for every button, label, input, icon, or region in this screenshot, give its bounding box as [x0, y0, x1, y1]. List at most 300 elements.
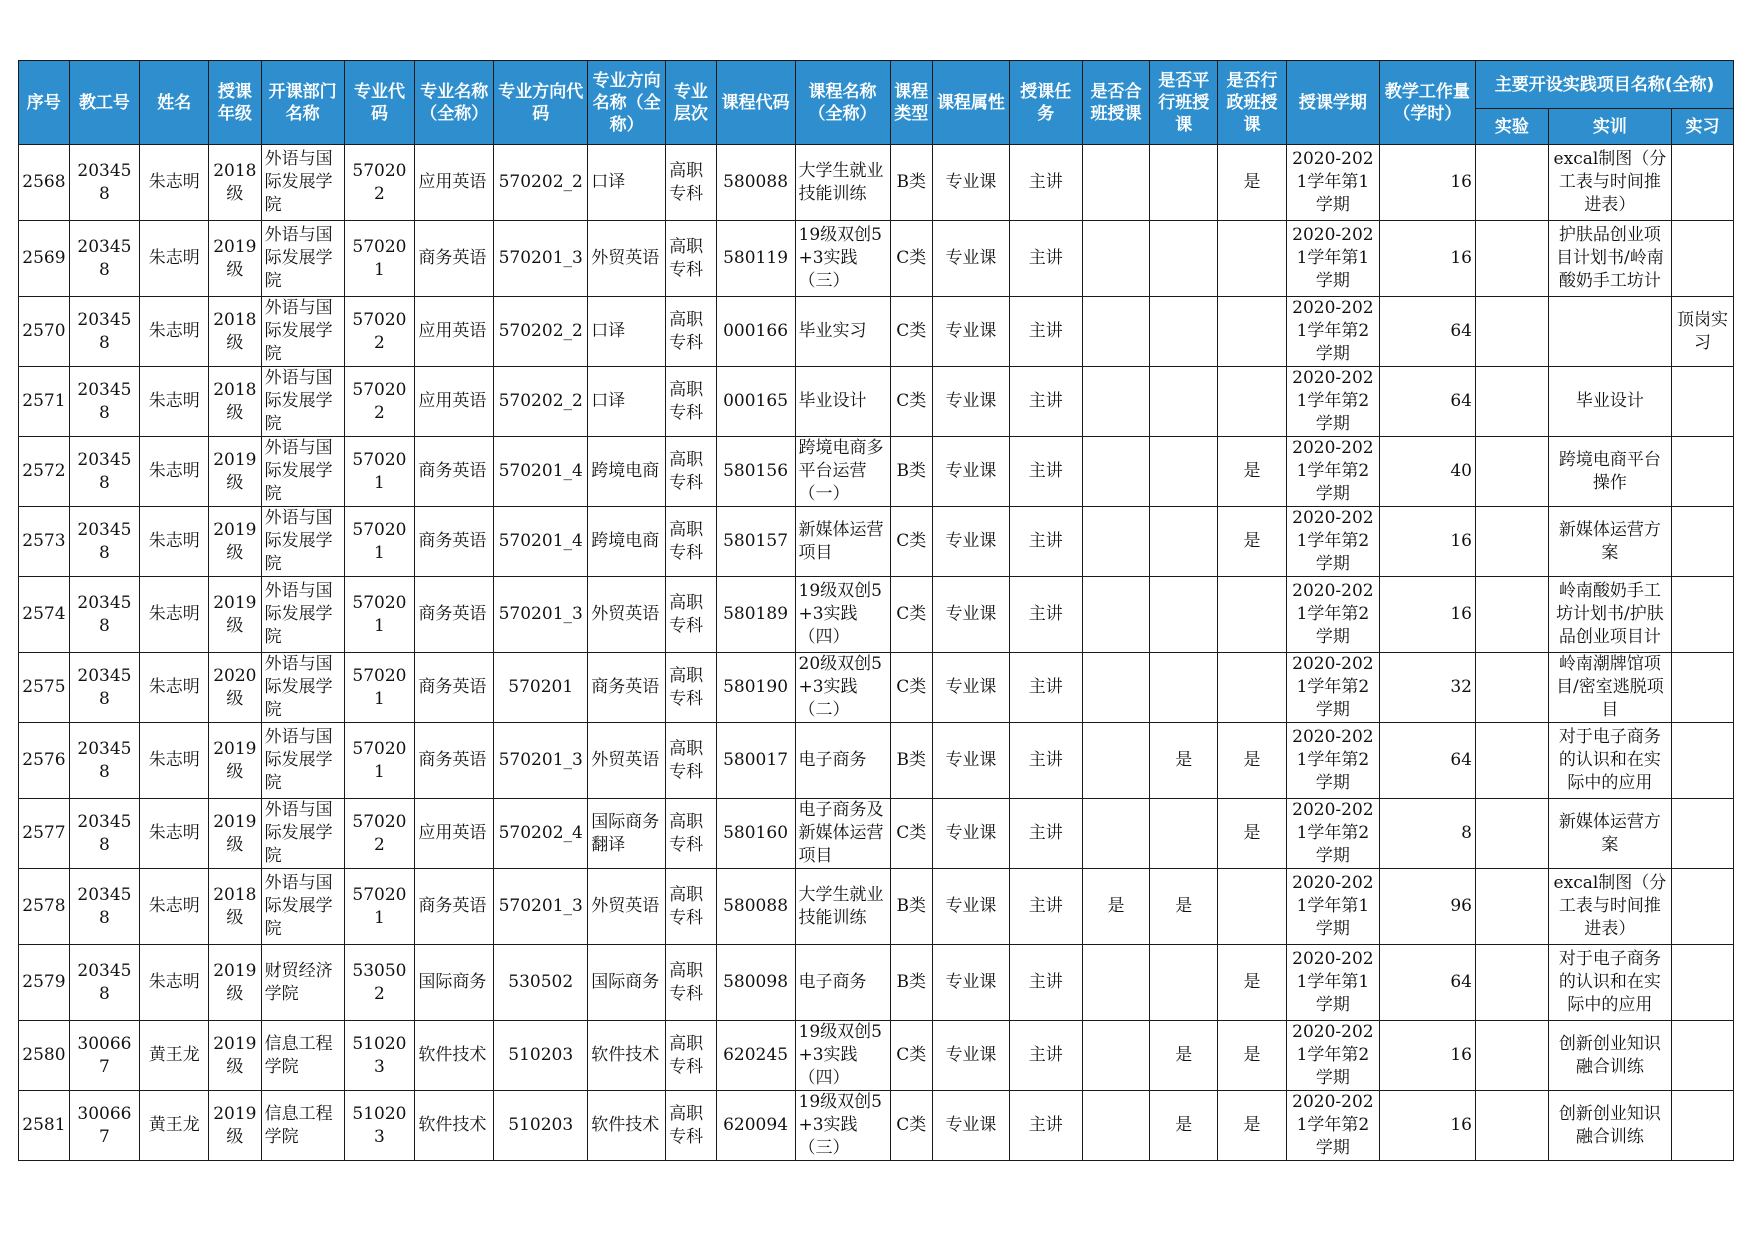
- cell-admin[interactable]: [1218, 869, 1287, 945]
- table-row[interactable]: [19, 437, 1734, 507]
- cell-experiment[interactable]: [1475, 297, 1548, 367]
- cell-training[interactable]: [1548, 145, 1671, 221]
- cell-course-name[interactable]: [795, 945, 890, 1021]
- cell-task[interactable]: [1009, 945, 1082, 1021]
- cell-seq[interactable]: [19, 367, 70, 437]
- cell-admin[interactable]: [1218, 945, 1287, 1021]
- cell-name[interactable]: [140, 367, 209, 437]
- cell-major-code[interactable]: [344, 869, 415, 945]
- cell-dept[interactable]: [261, 507, 344, 577]
- cell-seq[interactable]: [19, 799, 70, 869]
- cell-experiment[interactable]: [1475, 1091, 1548, 1161]
- cell-staff-id[interactable]: [69, 221, 140, 297]
- cell-level[interactable]: [666, 577, 717, 653]
- cell-merged[interactable]: [1082, 221, 1150, 297]
- col-header-major-name[interactable]: 专业名称（全称）: [415, 61, 494, 145]
- cell-course-attr[interactable]: [933, 297, 1010, 367]
- cell-experiment[interactable]: [1475, 577, 1548, 653]
- table-row[interactable]: [19, 507, 1734, 577]
- cell-grade[interactable]: [209, 297, 262, 367]
- cell-parallel[interactable]: [1150, 945, 1218, 1021]
- col-header-staff-id[interactable]: 教工号: [69, 61, 140, 145]
- cell-grade[interactable]: [209, 1021, 262, 1091]
- col-header-major-code[interactable]: 专业代码: [344, 61, 415, 145]
- cell-merged[interactable]: [1082, 577, 1150, 653]
- cell-merged[interactable]: [1082, 723, 1150, 799]
- cell-training[interactable]: [1548, 723, 1671, 799]
- col-header-internship[interactable]: 实习: [1672, 109, 1734, 145]
- cell-workload[interactable]: [1379, 221, 1475, 297]
- cell-parallel[interactable]: [1150, 1091, 1218, 1161]
- cell-seq[interactable]: [19, 297, 70, 367]
- cell-internship[interactable]: [1672, 1091, 1734, 1161]
- cell-level[interactable]: [666, 145, 717, 221]
- cell-parallel[interactable]: [1150, 1021, 1218, 1091]
- cell-seq[interactable]: [19, 145, 70, 221]
- cell-internship[interactable]: [1672, 945, 1734, 1021]
- cell-workload[interactable]: [1379, 799, 1475, 869]
- cell-seq[interactable]: [19, 437, 70, 507]
- cell-course-attr[interactable]: [933, 653, 1010, 723]
- cell-dept[interactable]: [261, 723, 344, 799]
- cell-merged[interactable]: [1082, 1091, 1150, 1161]
- cell-major-name[interactable]: [415, 869, 494, 945]
- cell-dir-name[interactable]: [588, 145, 666, 221]
- cell-dir-name[interactable]: [588, 1091, 666, 1161]
- cell-course-name[interactable]: [795, 221, 890, 297]
- cell-dept[interactable]: [261, 945, 344, 1021]
- cell-dir-name[interactable]: [588, 297, 666, 367]
- table-row[interactable]: [19, 1091, 1734, 1161]
- cell-course-type[interactable]: [890, 1021, 932, 1091]
- cell-dir-name[interactable]: [588, 367, 666, 437]
- cell-course-code[interactable]: [716, 799, 795, 869]
- cell-name[interactable]: [140, 653, 209, 723]
- cell-name[interactable]: [140, 1091, 209, 1161]
- cell-course-type[interactable]: [890, 799, 932, 869]
- cell-course-attr[interactable]: [933, 1091, 1010, 1161]
- cell-course-name[interactable]: [795, 507, 890, 577]
- cell-seq[interactable]: [19, 1021, 70, 1091]
- cell-seq[interactable]: [19, 869, 70, 945]
- cell-admin[interactable]: [1218, 723, 1287, 799]
- cell-dir-name[interactable]: [588, 869, 666, 945]
- cell-training[interactable]: [1548, 437, 1671, 507]
- cell-course-attr[interactable]: [933, 367, 1010, 437]
- cell-staff-id[interactable]: [69, 507, 140, 577]
- table-row[interactable]: [19, 221, 1734, 297]
- cell-task[interactable]: [1009, 297, 1082, 367]
- cell-course-code[interactable]: [716, 437, 795, 507]
- cell-dir-code[interactable]: [494, 1091, 588, 1161]
- cell-course-type[interactable]: [890, 723, 932, 799]
- cell-parallel[interactable]: [1150, 577, 1218, 653]
- cell-course-code[interactable]: [716, 653, 795, 723]
- cell-admin[interactable]: [1218, 799, 1287, 869]
- table-row[interactable]: [19, 723, 1734, 799]
- col-header-merged[interactable]: 是否合班授课: [1082, 61, 1150, 145]
- cell-term[interactable]: [1286, 367, 1379, 437]
- cell-task[interactable]: [1009, 1021, 1082, 1091]
- cell-major-name[interactable]: [415, 799, 494, 869]
- cell-name[interactable]: [140, 799, 209, 869]
- cell-course-attr[interactable]: [933, 145, 1010, 221]
- cell-training[interactable]: [1548, 653, 1671, 723]
- table-row[interactable]: [19, 367, 1734, 437]
- cell-experiment[interactable]: [1475, 437, 1548, 507]
- cell-name[interactable]: [140, 1021, 209, 1091]
- cell-admin[interactable]: [1218, 1021, 1287, 1091]
- cell-major-code[interactable]: [344, 221, 415, 297]
- cell-course-attr[interactable]: [933, 723, 1010, 799]
- cell-name[interactable]: [140, 869, 209, 945]
- cell-merged[interactable]: [1082, 799, 1150, 869]
- table-row[interactable]: [19, 577, 1734, 653]
- cell-task[interactable]: [1009, 367, 1082, 437]
- cell-seq[interactable]: [19, 945, 70, 1021]
- cell-major-name[interactable]: [415, 145, 494, 221]
- cell-dir-code[interactable]: [494, 945, 588, 1021]
- cell-staff-id[interactable]: [69, 297, 140, 367]
- table-row[interactable]: [19, 1021, 1734, 1091]
- cell-level[interactable]: [666, 1021, 717, 1091]
- cell-grade[interactable]: [209, 437, 262, 507]
- cell-admin[interactable]: [1218, 367, 1287, 437]
- cell-dir-code[interactable]: [494, 723, 588, 799]
- cell-major-name[interactable]: [415, 297, 494, 367]
- cell-course-code[interactable]: [716, 577, 795, 653]
- cell-training[interactable]: [1548, 221, 1671, 297]
- cell-grade[interactable]: [209, 507, 262, 577]
- cell-major-name[interactable]: [415, 1021, 494, 1091]
- cell-training[interactable]: [1548, 799, 1671, 869]
- cell-parallel[interactable]: [1150, 507, 1218, 577]
- cell-course-type[interactable]: [890, 297, 932, 367]
- cell-dir-code[interactable]: [494, 1021, 588, 1091]
- cell-name[interactable]: [140, 945, 209, 1021]
- cell-course-type[interactable]: [890, 869, 932, 945]
- cell-training[interactable]: [1548, 945, 1671, 1021]
- cell-merged[interactable]: [1082, 145, 1150, 221]
- col-header-term[interactable]: 授课学期: [1286, 61, 1379, 145]
- cell-internship[interactable]: [1672, 723, 1734, 799]
- cell-dir-code[interactable]: [494, 507, 588, 577]
- cell-major-code[interactable]: [344, 577, 415, 653]
- cell-training[interactable]: [1548, 577, 1671, 653]
- cell-internship[interactable]: [1672, 367, 1734, 437]
- cell-course-code[interactable]: [716, 367, 795, 437]
- col-header-name[interactable]: 姓名: [140, 61, 209, 145]
- cell-course-name[interactable]: [795, 1021, 890, 1091]
- cell-staff-id[interactable]: [69, 437, 140, 507]
- cell-parallel[interactable]: [1150, 723, 1218, 799]
- cell-major-code[interactable]: [344, 145, 415, 221]
- cell-internship[interactable]: [1672, 653, 1734, 723]
- cell-major-name[interactable]: [415, 507, 494, 577]
- cell-term[interactable]: [1286, 653, 1379, 723]
- cell-parallel[interactable]: [1150, 145, 1218, 221]
- cell-internship[interactable]: [1672, 297, 1734, 367]
- cell-term[interactable]: [1286, 221, 1379, 297]
- cell-parallel[interactable]: [1150, 437, 1218, 507]
- cell-admin[interactable]: [1218, 221, 1287, 297]
- cell-staff-id[interactable]: [69, 577, 140, 653]
- cell-major-code[interactable]: [344, 799, 415, 869]
- cell-dir-code[interactable]: [494, 145, 588, 221]
- cell-course-type[interactable]: [890, 437, 932, 507]
- cell-dept[interactable]: [261, 297, 344, 367]
- cell-dir-code[interactable]: [494, 869, 588, 945]
- cell-merged[interactable]: [1082, 653, 1150, 723]
- cell-staff-id[interactable]: [69, 653, 140, 723]
- col-header-grade[interactable]: 授课年级: [209, 61, 262, 145]
- col-header-practice[interactable]: 主要开设实践项目名称(全称): [1475, 61, 1733, 109]
- cell-workload[interactable]: [1379, 437, 1475, 507]
- cell-level[interactable]: [666, 297, 717, 367]
- cell-admin[interactable]: [1218, 1091, 1287, 1161]
- cell-seq[interactable]: [19, 507, 70, 577]
- cell-dept[interactable]: [261, 367, 344, 437]
- cell-course-name[interactable]: [795, 723, 890, 799]
- cell-course-name[interactable]: [795, 869, 890, 945]
- cell-admin[interactable]: [1218, 577, 1287, 653]
- col-header-course-name[interactable]: 课程名称（全称）: [795, 61, 890, 145]
- cell-admin[interactable]: [1218, 145, 1287, 221]
- cell-major-name[interactable]: [415, 723, 494, 799]
- cell-merged[interactable]: [1082, 507, 1150, 577]
- cell-level[interactable]: [666, 799, 717, 869]
- cell-task[interactable]: [1009, 869, 1082, 945]
- cell-major-name[interactable]: [415, 945, 494, 1021]
- table-row[interactable]: [19, 297, 1734, 367]
- cell-course-code[interactable]: [716, 945, 795, 1021]
- cell-grade[interactable]: [209, 1091, 262, 1161]
- cell-dept[interactable]: [261, 1021, 344, 1091]
- cell-dir-name[interactable]: [588, 723, 666, 799]
- cell-dir-name[interactable]: [588, 577, 666, 653]
- cell-name[interactable]: [140, 507, 209, 577]
- cell-course-type[interactable]: [890, 221, 932, 297]
- col-header-experiment[interactable]: 实验: [1475, 109, 1548, 145]
- cell-dir-name[interactable]: [588, 221, 666, 297]
- cell-course-type[interactable]: [890, 145, 932, 221]
- cell-course-attr[interactable]: [933, 1021, 1010, 1091]
- cell-dept[interactable]: [261, 221, 344, 297]
- cell-workload[interactable]: [1379, 723, 1475, 799]
- cell-course-name[interactable]: [795, 653, 890, 723]
- cell-workload[interactable]: [1379, 1021, 1475, 1091]
- cell-term[interactable]: [1286, 297, 1379, 367]
- cell-parallel[interactable]: [1150, 221, 1218, 297]
- cell-dir-code[interactable]: [494, 367, 588, 437]
- cell-term[interactable]: [1286, 1021, 1379, 1091]
- cell-major-name[interactable]: [415, 653, 494, 723]
- cell-admin[interactable]: [1218, 507, 1287, 577]
- cell-course-type[interactable]: [890, 367, 932, 437]
- col-header-training[interactable]: 实训: [1548, 109, 1671, 145]
- cell-name[interactable]: [140, 221, 209, 297]
- cell-experiment[interactable]: [1475, 869, 1548, 945]
- table-row[interactable]: [19, 653, 1734, 723]
- cell-task[interactable]: [1009, 145, 1082, 221]
- cell-dept[interactable]: [261, 577, 344, 653]
- cell-merged[interactable]: [1082, 1021, 1150, 1091]
- cell-staff-id[interactable]: [69, 723, 140, 799]
- cell-term[interactable]: [1286, 945, 1379, 1021]
- cell-internship[interactable]: [1672, 437, 1734, 507]
- cell-seq[interactable]: [19, 1091, 70, 1161]
- cell-dept[interactable]: [261, 653, 344, 723]
- cell-course-code[interactable]: [716, 723, 795, 799]
- cell-seq[interactable]: [19, 577, 70, 653]
- cell-level[interactable]: [666, 507, 717, 577]
- cell-internship[interactable]: [1672, 799, 1734, 869]
- cell-dept[interactable]: [261, 437, 344, 507]
- cell-admin[interactable]: [1218, 437, 1287, 507]
- cell-level[interactable]: [666, 653, 717, 723]
- cell-level[interactable]: [666, 945, 717, 1021]
- cell-dept[interactable]: [261, 799, 344, 869]
- cell-dir-code[interactable]: [494, 577, 588, 653]
- cell-parallel[interactable]: [1150, 799, 1218, 869]
- cell-major-name[interactable]: [415, 367, 494, 437]
- cell-dept[interactable]: [261, 145, 344, 221]
- cell-task[interactable]: [1009, 437, 1082, 507]
- col-header-workload[interactable]: 教学工作量（学时）: [1379, 61, 1475, 145]
- cell-major-code[interactable]: [344, 945, 415, 1021]
- cell-term[interactable]: [1286, 869, 1379, 945]
- cell-major-name[interactable]: [415, 577, 494, 653]
- cell-term[interactable]: [1286, 799, 1379, 869]
- cell-course-name[interactable]: [795, 437, 890, 507]
- cell-dept[interactable]: [261, 1091, 344, 1161]
- table-row[interactable]: [19, 945, 1734, 1021]
- col-header-level[interactable]: 专业层次: [666, 61, 717, 145]
- cell-term[interactable]: [1286, 507, 1379, 577]
- cell-major-code[interactable]: [344, 723, 415, 799]
- table-row[interactable]: [19, 145, 1734, 221]
- cell-major-name[interactable]: [415, 1091, 494, 1161]
- cell-workload[interactable]: [1379, 577, 1475, 653]
- cell-course-code[interactable]: [716, 1021, 795, 1091]
- cell-training[interactable]: [1548, 507, 1671, 577]
- cell-grade[interactable]: [209, 367, 262, 437]
- cell-name[interactable]: [140, 297, 209, 367]
- col-header-course-code[interactable]: 课程代码: [716, 61, 795, 145]
- cell-workload[interactable]: [1379, 869, 1475, 945]
- cell-grade[interactable]: [209, 145, 262, 221]
- cell-training[interactable]: [1548, 869, 1671, 945]
- cell-course-attr[interactable]: [933, 869, 1010, 945]
- col-header-seq[interactable]: 序号: [19, 61, 70, 145]
- cell-parallel[interactable]: [1150, 297, 1218, 367]
- cell-staff-id[interactable]: [69, 869, 140, 945]
- cell-course-name[interactable]: [795, 1091, 890, 1161]
- cell-dir-name[interactable]: [588, 437, 666, 507]
- cell-training[interactable]: [1548, 1021, 1671, 1091]
- cell-course-name[interactable]: [795, 799, 890, 869]
- cell-course-attr[interactable]: [933, 221, 1010, 297]
- cell-course-type[interactable]: [890, 577, 932, 653]
- cell-dir-code[interactable]: [494, 653, 588, 723]
- col-header-dept[interactable]: 开课部门名称: [261, 61, 344, 145]
- table-row[interactable]: [19, 799, 1734, 869]
- cell-course-code[interactable]: [716, 297, 795, 367]
- cell-name[interactable]: [140, 723, 209, 799]
- cell-level[interactable]: [666, 869, 717, 945]
- cell-internship[interactable]: [1672, 1021, 1734, 1091]
- table-row[interactable]: [19, 869, 1734, 945]
- cell-course-code[interactable]: [716, 221, 795, 297]
- cell-task[interactable]: [1009, 507, 1082, 577]
- cell-training[interactable]: [1548, 367, 1671, 437]
- cell-workload[interactable]: [1379, 1091, 1475, 1161]
- cell-major-code[interactable]: [344, 367, 415, 437]
- cell-term[interactable]: [1286, 145, 1379, 221]
- cell-name[interactable]: [140, 145, 209, 221]
- col-header-course-attr[interactable]: 课程属性: [933, 61, 1010, 145]
- cell-course-code[interactable]: [716, 145, 795, 221]
- cell-training[interactable]: [1548, 297, 1671, 367]
- cell-experiment[interactable]: [1475, 507, 1548, 577]
- cell-internship[interactable]: [1672, 145, 1734, 221]
- cell-experiment[interactable]: [1475, 1021, 1548, 1091]
- cell-grade[interactable]: [209, 221, 262, 297]
- cell-dir-name[interactable]: [588, 1021, 666, 1091]
- cell-name[interactable]: [140, 437, 209, 507]
- cell-dir-name[interactable]: [588, 799, 666, 869]
- cell-experiment[interactable]: [1475, 145, 1548, 221]
- cell-dept[interactable]: [261, 869, 344, 945]
- cell-seq[interactable]: [19, 653, 70, 723]
- cell-dir-name[interactable]: [588, 945, 666, 1021]
- cell-experiment[interactable]: [1475, 799, 1548, 869]
- cell-experiment[interactable]: [1475, 723, 1548, 799]
- cell-seq[interactable]: [19, 723, 70, 799]
- cell-grade[interactable]: [209, 799, 262, 869]
- cell-course-name[interactable]: [795, 297, 890, 367]
- cell-major-code[interactable]: [344, 1021, 415, 1091]
- cell-internship[interactable]: [1672, 507, 1734, 577]
- cell-term[interactable]: [1286, 577, 1379, 653]
- cell-staff-id[interactable]: [69, 945, 140, 1021]
- cell-grade[interactable]: [209, 653, 262, 723]
- cell-major-code[interactable]: [344, 507, 415, 577]
- cell-course-attr[interactable]: [933, 437, 1010, 507]
- cell-task[interactable]: [1009, 221, 1082, 297]
- cell-task[interactable]: [1009, 799, 1082, 869]
- cell-merged[interactable]: [1082, 869, 1150, 945]
- cell-dir-name[interactable]: [588, 653, 666, 723]
- col-header-course-type[interactable]: 课程类型: [890, 61, 932, 145]
- cell-experiment[interactable]: [1475, 221, 1548, 297]
- cell-level[interactable]: [666, 723, 717, 799]
- cell-course-type[interactable]: [890, 1091, 932, 1161]
- cell-major-code[interactable]: [344, 297, 415, 367]
- cell-major-name[interactable]: [415, 221, 494, 297]
- cell-task[interactable]: [1009, 1091, 1082, 1161]
- cell-task[interactable]: [1009, 577, 1082, 653]
- cell-workload[interactable]: [1379, 945, 1475, 1021]
- cell-parallel[interactable]: [1150, 367, 1218, 437]
- cell-dir-code[interactable]: [494, 297, 588, 367]
- col-header-dir-name[interactable]: 专业方向名称（全称）: [588, 61, 666, 145]
- cell-workload[interactable]: [1379, 367, 1475, 437]
- cell-level[interactable]: [666, 221, 717, 297]
- cell-major-code[interactable]: [344, 437, 415, 507]
- cell-experiment[interactable]: [1475, 653, 1548, 723]
- cell-workload[interactable]: [1379, 653, 1475, 723]
